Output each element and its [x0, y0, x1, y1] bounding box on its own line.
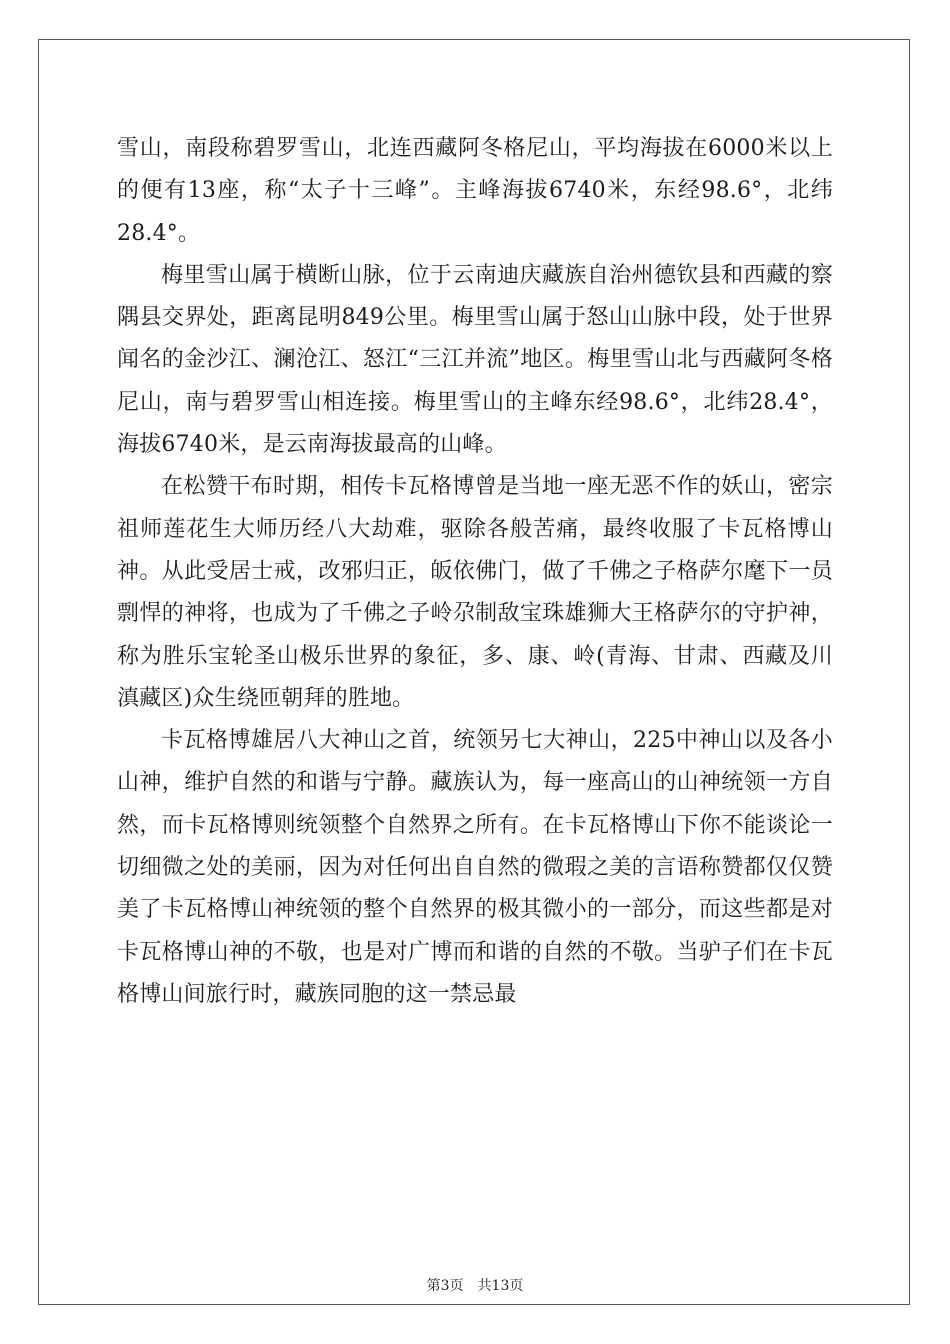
- page-footer: [0, 1275, 950, 1295]
- paragraph-continuation: 雪山，南段称碧罗雪山，北连西藏阿冬格尼山，平均海拔在6000米以上的便有13座，称“太子十三峰”。主峰海拔6740米，东经98.6°，北纬28.4°。: [117, 136, 833, 246]
- paragraph-legend: 在松赞干布时期，相传卡瓦格博曾是当地一座无恶不作的妖山，密宗祖师莲花生大师历经八大劫难，驱除各般苦痛，最终收服了卡瓦格博山神。从此受居士戒，改邪归正，皈依佛门，做了千佛之子格萨尔麾下一员剽悍的神将，也成为了千佛之子岭尕制敌宝珠雄狮大王格萨尔的守护神，称为胜乐宝轮圣山极乐世界的象征，多、康、岭(青海、甘肃、西藏及川滇藏区)众生绕匝朝拜的胜地。: [117, 474, 833, 711]
- document-body: [117, 128, 833, 1016]
- paragraph-kawagebo: 卡瓦格博雄居八大神山之首，统领另七大神山，225中神山以及各小山神，维护自然的和谐与宁静。藏族认为，每一座高山的山神统领一方自然，而卡瓦格博则统领整个自然界之所有。在卡瓦格博山下你不能谈论一切细微之处的美丽，因为对任何出自自然的微瑕之美的言语称赞都仅仅赞美了卡瓦格博山神统领的整个自然界的极其微小的一部分，而这些都是对卡瓦格博山神的不敬，也是对广博而和谐的自然的不敬。当驴子们在卡瓦格博山间旅行时，藏族同胞的这一禁忌最: [117, 728, 833, 1007]
- paragraph-meili-location: 梅里雪山属于横断山脉，位于云南迪庆藏族自治州德钦县和西藏的察隅县交界处，距离昆明849公里。梅里雪山属于怒山山脉中段，处于世界闻名的金沙江、澜沧江、怒江“三江并流”地区。梅里雪山北与西藏阿冬格尼山，南与碧罗雪山相连接。梅里雪山的主峰东经98.6°，北纬28.4°，海拔6740米，是云南海拔最高的山峰。: [117, 262, 833, 458]
- page-total: 共13页: [477, 1278, 524, 1294]
- page-number: 第3页: [426, 1278, 464, 1294]
